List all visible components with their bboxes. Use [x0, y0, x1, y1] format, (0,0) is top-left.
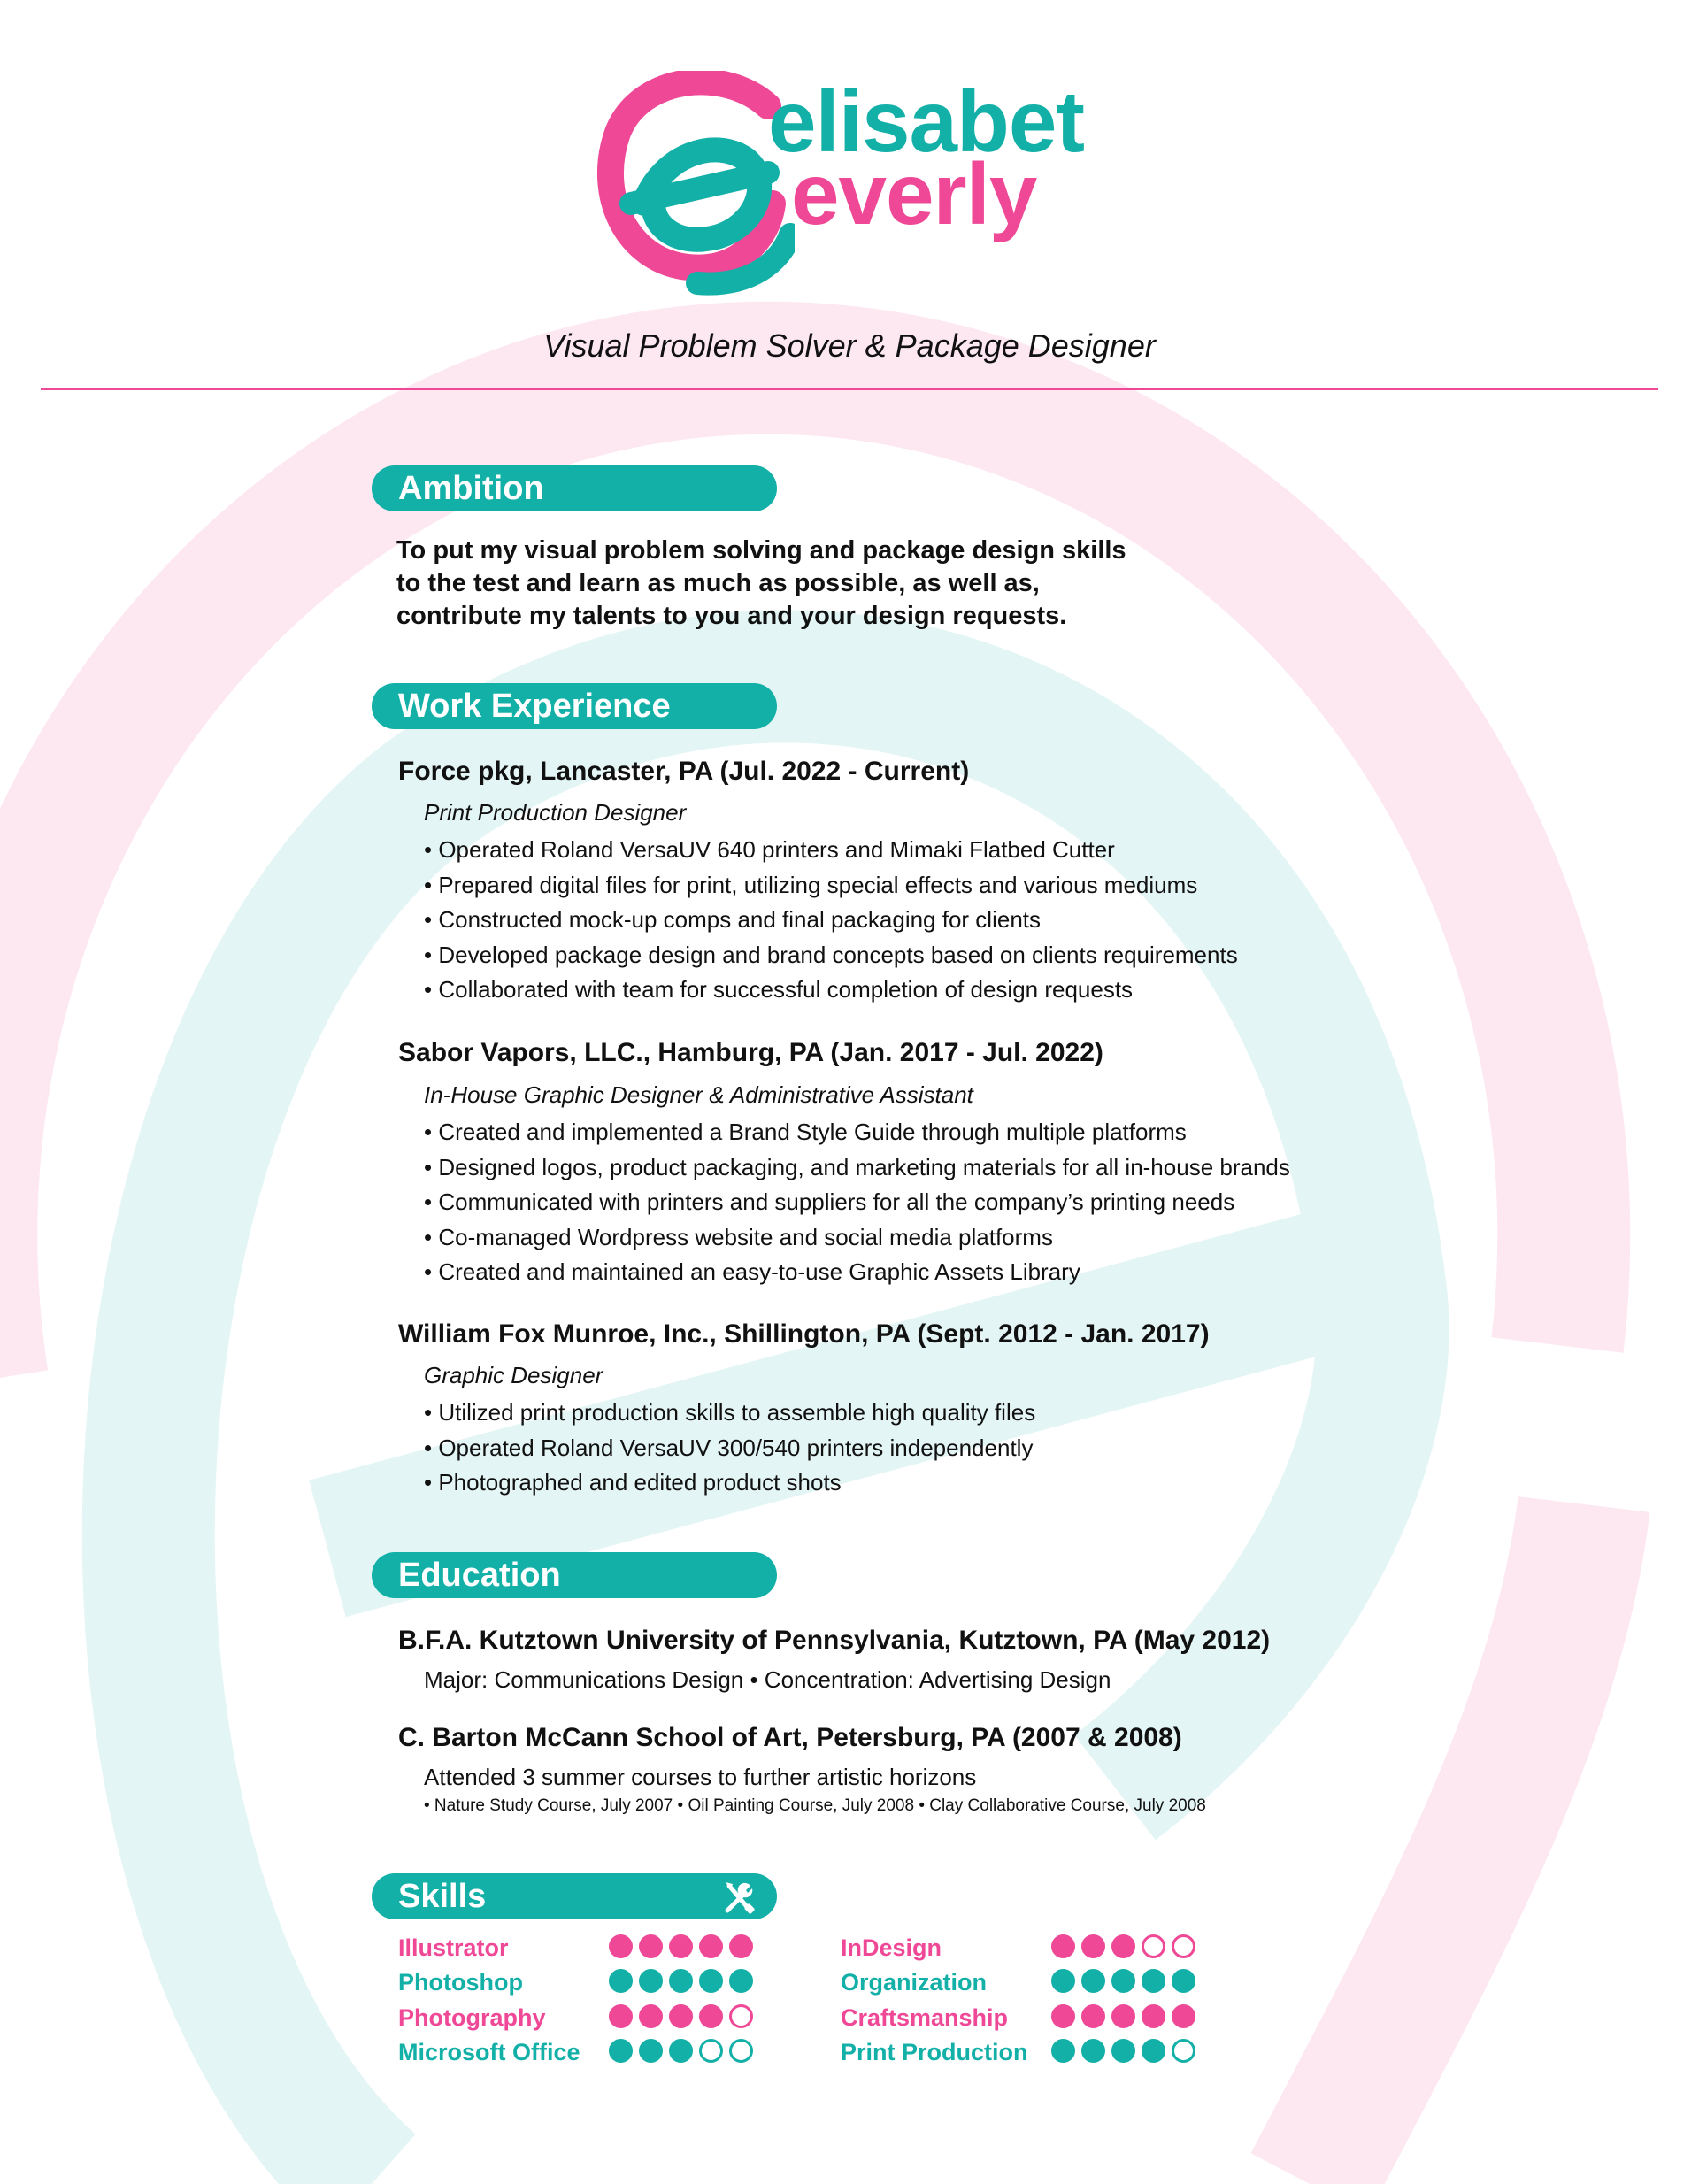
- rating-dot-filled: [639, 2004, 663, 2028]
- skill-row: [398, 1966, 770, 1998]
- job-bullet: • Photographed and edited product shots: [424, 1469, 842, 1496]
- rating-dot-filled: [669, 2004, 693, 2028]
- rating-dot-empty: [729, 2004, 753, 2028]
- rating-dot-filled: [669, 2039, 693, 2063]
- rating-dot-empty: [729, 2039, 753, 2063]
- rating-dot-filled: [1172, 1969, 1195, 1993]
- rating-dot-filled: [639, 2039, 663, 2063]
- skill-rating: [1051, 1969, 1195, 1993]
- skill-row: [841, 2002, 1212, 2034]
- skill-name: Photography: [398, 2003, 546, 2031]
- skill-name: Craftsmanship: [841, 2003, 1009, 2031]
- job-bullets: [424, 1115, 1290, 1290]
- section-heading-skills: [372, 1873, 777, 1919]
- section-heading-education: Education: [372, 1552, 777, 1598]
- rating-dot-filled: [1051, 2004, 1075, 2028]
- rating-dot-filled: [1172, 2004, 1195, 2028]
- rating-dot-filled: [1081, 2004, 1105, 2028]
- skill-rating: [609, 2039, 753, 2063]
- skill-row: [398, 2036, 770, 2068]
- skill-row: [398, 2002, 770, 2034]
- section-heading-work-experience: Work Experience: [372, 683, 777, 729]
- job-title: Force pkg, Lancaster, PA (Jul. 2022 - Current): [398, 757, 970, 786]
- logo-first-name: elisabet: [768, 73, 1084, 170]
- rating-dot-filled: [669, 1934, 693, 1958]
- skill-rating: [1051, 2004, 1195, 2028]
- rating-dot-filled: [669, 1969, 693, 1993]
- ambition-line: to the test and learn as much as possible, as well as,: [396, 569, 1040, 597]
- skill-name: Microsoft Office: [398, 2038, 580, 2065]
- job-role: Print Production Designer: [424, 799, 687, 826]
- rating-dot-filled: [609, 2039, 633, 2063]
- logo-monogram-icon: [591, 71, 795, 301]
- tools-icon: [722, 1879, 759, 1916]
- skill-rating: [609, 1934, 753, 1958]
- rating-dot-empty: [1172, 2039, 1195, 2063]
- rating-dot-filled: [1142, 2039, 1165, 2063]
- skill-name: Illustrator: [398, 1934, 509, 1961]
- rating-dot-filled: [1111, 1969, 1135, 1993]
- rating-dot-filled: [1081, 1934, 1105, 1958]
- skill-name: Photoshop: [398, 1969, 523, 1996]
- rating-dot-filled: [1111, 2039, 1135, 2063]
- rating-dot-filled: [1111, 1934, 1135, 1958]
- job-bullet: • Communicated with printers and suppliers for all the company’s printing needs: [424, 1188, 1235, 1216]
- logo: [591, 71, 1113, 310]
- skill-name: Print Production: [841, 2038, 1028, 2065]
- rating-dot-filled: [699, 2004, 723, 2028]
- skill-row: [841, 2036, 1212, 2068]
- job-bullet: • Operated Roland VersaUV 640 printers and Mimaki Flatbed Cutter: [424, 836, 1115, 863]
- logo-last-name: everly: [791, 145, 1037, 242]
- skill-row: [841, 1932, 1212, 1964]
- rating-dot-filled: [639, 1934, 663, 1958]
- rating-dot-filled: [639, 1969, 663, 1993]
- job-role: Graphic Designer: [424, 1362, 603, 1388]
- ambition-line: To put my visual problem solving and package design skills: [396, 536, 1126, 565]
- education-detail: Major: Communications Design • Concentration: Advertising Design: [424, 1666, 1111, 1693]
- job-bullets: [424, 1396, 1035, 1501]
- skill-rating: [609, 1969, 753, 1993]
- rating-dot-filled: [609, 2004, 633, 2028]
- skill-rating: [1051, 2039, 1195, 2063]
- skill-row: [398, 1932, 770, 1964]
- skill-rating: [609, 2004, 753, 2028]
- rating-dot-filled: [609, 1934, 633, 1958]
- job-bullet: • Designed logos, product packaging, and marketing materials for all in-house brands: [424, 1153, 1290, 1180]
- header-divider: [41, 388, 1658, 390]
- rating-dot-filled: [1051, 1969, 1075, 1993]
- rating-dot-empty: [1142, 1934, 1165, 1958]
- job-title: William Fox Munroe, Inc., Shillington, PA (Sept. 2012 - Jan. 2017): [398, 1319, 1210, 1349]
- job-bullet: • Constructed mock-up comps and final packaging for clients: [424, 906, 1041, 934]
- job-role: In-House Graphic Designer & Administrative Assistant: [424, 1081, 973, 1108]
- rating-dot-filled: [699, 1969, 723, 1993]
- job-bullet: • Collaborated with team for successful completion of design requests: [424, 976, 1134, 1004]
- skill-rating: [1051, 1934, 1195, 1958]
- job-title: Sabor Vapors, LLC., Hamburg, PA (Jan. 2017 - Jul. 2022): [398, 1038, 1103, 1067]
- job-bullet: • Co-managed Wordpress website and social media platforms: [424, 1223, 1053, 1250]
- section-heading-ambition: Ambition: [372, 465, 777, 511]
- rating-dot-filled: [699, 1934, 723, 1958]
- education-detail: Attended 3 summer courses to further artistic horizons: [424, 1764, 977, 1790]
- tagline: Visual Problem Solver & Package Designer: [543, 327, 1156, 364]
- rating-dot-filled: [729, 1969, 753, 1993]
- job-bullet: • Utilized print production skills to assemble high quality files: [424, 1399, 1036, 1426]
- skill-name: InDesign: [841, 1934, 942, 1961]
- job-bullet: • Created and maintained an easy-to-use Graphic Assets Library: [424, 1258, 1080, 1286]
- rating-dot-filled: [1111, 2004, 1135, 2028]
- education-courses: • Nature Study Course, July 2007 • Oil Painting Course, July 2008 • Clay Collaborative Course, July 2008: [424, 1796, 1206, 1815]
- rating-dot-filled: [1142, 2004, 1165, 2028]
- education-title: C. Barton McCann School of Art, Petersburg, PA (2007 & 2008): [398, 1723, 1182, 1752]
- job-bullet: • Operated Roland VersaUV 300/540 printers independently: [424, 1434, 1034, 1461]
- skill-row: [841, 1966, 1212, 1998]
- rating-dot-filled: [1081, 1969, 1105, 1993]
- rating-dot-filled: [1051, 2039, 1075, 2063]
- rating-dot-filled: [1081, 2039, 1105, 2063]
- skills-heading-label: Skills: [398, 1878, 487, 1915]
- rating-dot-filled: [1051, 1934, 1075, 1958]
- job-bullet: • Developed package design and brand concepts based on clients requirements: [424, 941, 1238, 968]
- rating-dot-empty: [1172, 1934, 1195, 1958]
- job-bullet: • Created and implemented a Brand Style Guide through multiple platforms: [424, 1119, 1187, 1145]
- skill-name: Organization: [841, 1969, 988, 1996]
- job-bullet: • Prepared digital files for print, utilizing special effects and various mediums: [424, 871, 1198, 898]
- rating-dot-empty: [699, 2039, 723, 2063]
- job-bullets: [424, 833, 1238, 1008]
- ambition-line: contribute my talents to you and your design requests.: [396, 602, 1067, 630]
- rating-dot-filled: [609, 1969, 633, 1993]
- rating-dot-filled: [1142, 1969, 1165, 1993]
- education-title: B.F.A. Kutztown University of Pennsylvania, Kutztown, PA (May 2012): [398, 1626, 1271, 1655]
- rating-dot-filled: [729, 1934, 753, 1958]
